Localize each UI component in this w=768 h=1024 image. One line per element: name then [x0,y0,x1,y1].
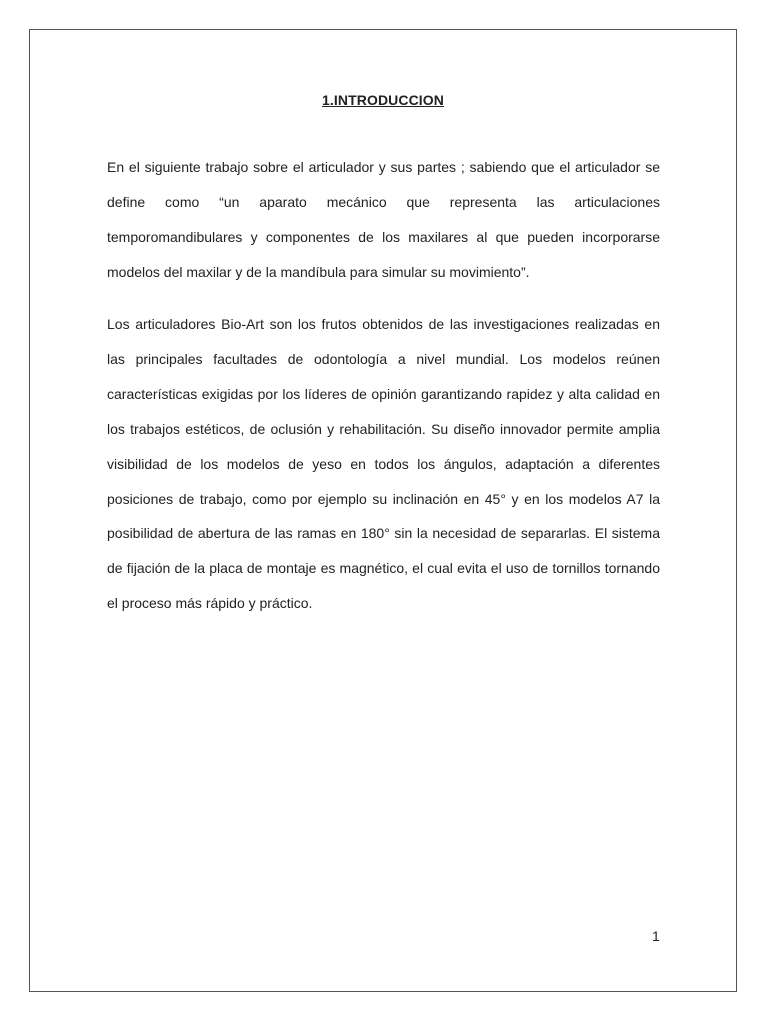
section-title: 1.INTRODUCCION [322,92,444,108]
page-number: 1 [652,928,660,944]
document-page [29,29,737,992]
paragraph-introduction: En el siguiente trabajo sobre el articulador y sus partes ; sabiendo que el articulador se define como “un aparato mecánico que representa las articulaciones temporomandibulares y componentes de los maxilares al que pueden incorporarse modelos del maxilar y de la mandíbula para simular su movimiento”. [107,159,660,280]
paragraph-bio-art: Los articuladores Bio-Art son los frutos obtenidos de las investigaciones realizadas en las principales facultades de odontología a nivel mundial. Los modelos reúnen características exigidas por los líderes de opinión garantizando rapidez y alta calidad en los trabajos estéticos, de oclusión y rehabilitación. Su diseño innovador permite amplia visibilidad de los modelos de yeso en todos los ángulos, adaptación a diferentes posiciones de trabajo, como por ejemplo su inclinación en 45° y en los modelos A7 la posibilidad de abertura de las ramas en 180° sin la necesidad de separarlas. El sistema de fijación de la placa de montaje es magnético, el cual evita el uso de tornillos tornando el proceso más rápido y práctico. [107,316,660,612]
